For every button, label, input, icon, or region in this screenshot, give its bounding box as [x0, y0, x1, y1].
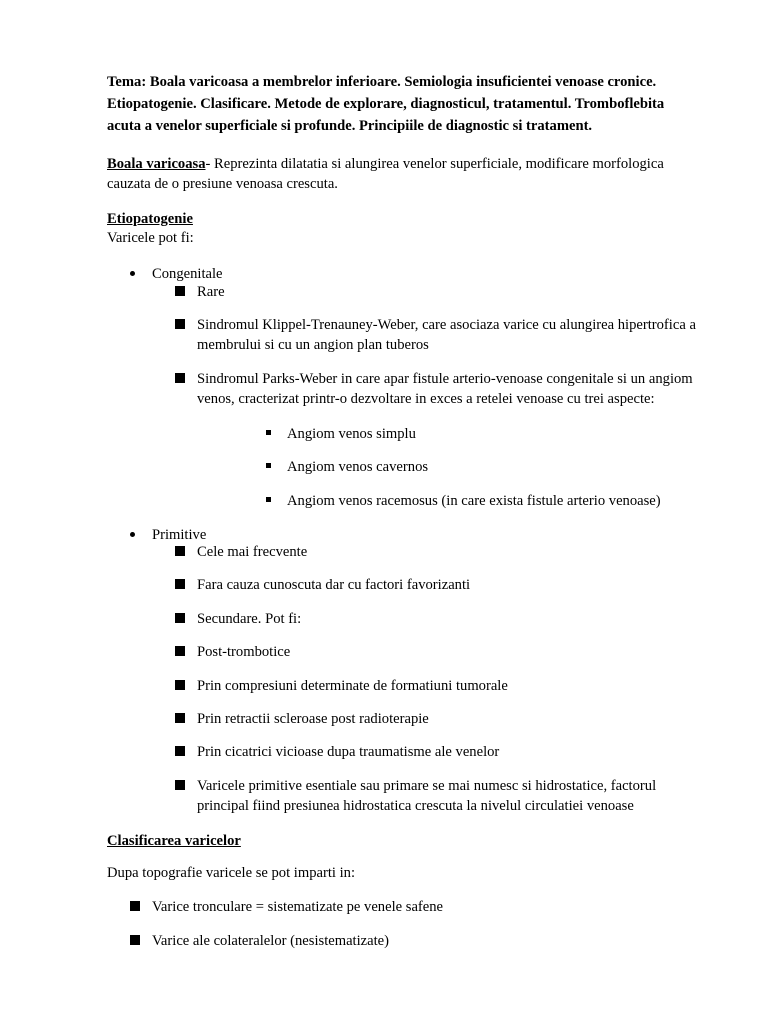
clasificare-intro: Dupa topografie varicele se pot imparti in: [107, 865, 356, 881]
primitive-item: Secundare. Pot fi: [197, 611, 302, 627]
square-bullet-icon [175, 680, 185, 690]
title-line-2: Etiopatogenie. Clasificare. Metode de explorare, diagnosticul, tratamentul. Tromboflebita [107, 96, 665, 112]
clasificare-heading: Clasificarea varicelor [107, 833, 241, 849]
etiopatogenie-intro: Varicele pot fi: [107, 230, 194, 246]
small-square-bullet-icon [266, 430, 271, 435]
definition-text: - Reprezinta dilatatia si alungirea venelor superficiale, modificare morfologica [205, 156, 664, 172]
square-bullet-icon [175, 319, 185, 329]
congenitale-item-klippel-line-1: Sindromul Klippel-Trenauney-Weber, care asociaza varice cu alungirea hipertrofica a [197, 317, 696, 333]
primitive-item-line-1: Varicele primitive esentiale sau primare se mai numesc si hidrostatice, factorul [197, 778, 657, 794]
primitive-item: Prin retractii scleroase post radioterapie [197, 711, 429, 727]
primitive-item: Post-trombotice [197, 644, 291, 660]
square-bullet-icon [175, 579, 185, 589]
square-bullet-icon [175, 780, 185, 790]
congenitale-item-klippel-line-2: membrului si cu un angion plan tuberos [197, 337, 429, 353]
primitive-item: Prin cicatrici vicioase dupa traumatisme ale venelor [197, 744, 500, 760]
square-bullet-icon [175, 373, 185, 383]
definition-term: Boala varicoasa [107, 156, 206, 172]
square-bullet-icon [175, 286, 185, 296]
primitive-item: Cele mai frecvente [197, 544, 308, 560]
congenitale-item-parks-line-1: Sindromul Parks-Weber in care apar fistule arterio-venoase congenitale si un angiom [197, 371, 693, 387]
congenitale-item-rare: Rare [197, 284, 225, 300]
etiopatogenie-heading: Etiopatogenie [107, 211, 193, 227]
bullet-dot-icon [130, 532, 135, 537]
congenitale-label: Congenitale [152, 266, 223, 282]
definition-line-1 [107, 155, 664, 173]
primitive-label: Primitive [152, 527, 207, 543]
congenitale-item-parks-line-2: venos, cracterizat printr-o dezvoltare in exces a retelei venoase cu trei aspecte: [197, 391, 655, 407]
title-line-1: Tema: Boala varicoasa a membrelor inferioare. Semiologia insuficientei venoase cronice. [107, 74, 657, 90]
small-square-bullet-icon [266, 497, 271, 502]
square-bullet-icon [175, 646, 185, 656]
aspect-item: Angiom venos cavernos [287, 459, 429, 475]
primitive-item: Fara cauza cunoscuta dar cu factori favorizanti [197, 577, 471, 593]
square-bullet-icon [130, 935, 140, 945]
square-bullet-icon [175, 713, 185, 723]
small-square-bullet-icon [266, 463, 271, 468]
clasificare-item: Varice tronculare = sistematizate pe venele safene [152, 899, 444, 915]
title-line-3: acuta a venelor superficiale si profunde. Principiile de diagnostic si tratament. [107, 118, 593, 134]
bullet-dot-icon [130, 271, 135, 276]
definition-line-2: cauzata de o presiune venoasa crescuta. [107, 176, 338, 192]
clasificare-item: Varice ale colateralelor (nesistematizate) [152, 933, 390, 949]
square-bullet-icon [175, 746, 185, 756]
primitive-item: Prin compresiuni determinate de formatiuni tumorale [197, 678, 508, 694]
square-bullet-icon [175, 613, 185, 623]
square-bullet-icon [175, 546, 185, 556]
aspect-item: Angiom venos racemosus (in care exista fistule arterio venoase) [287, 493, 661, 509]
square-bullet-icon [130, 901, 140, 911]
aspect-item: Angiom venos simplu [287, 426, 416, 442]
primitive-item-line-2: principal fiind presiunea hidrostatica crescuta la nivelul circulatiei venoase [197, 798, 634, 814]
